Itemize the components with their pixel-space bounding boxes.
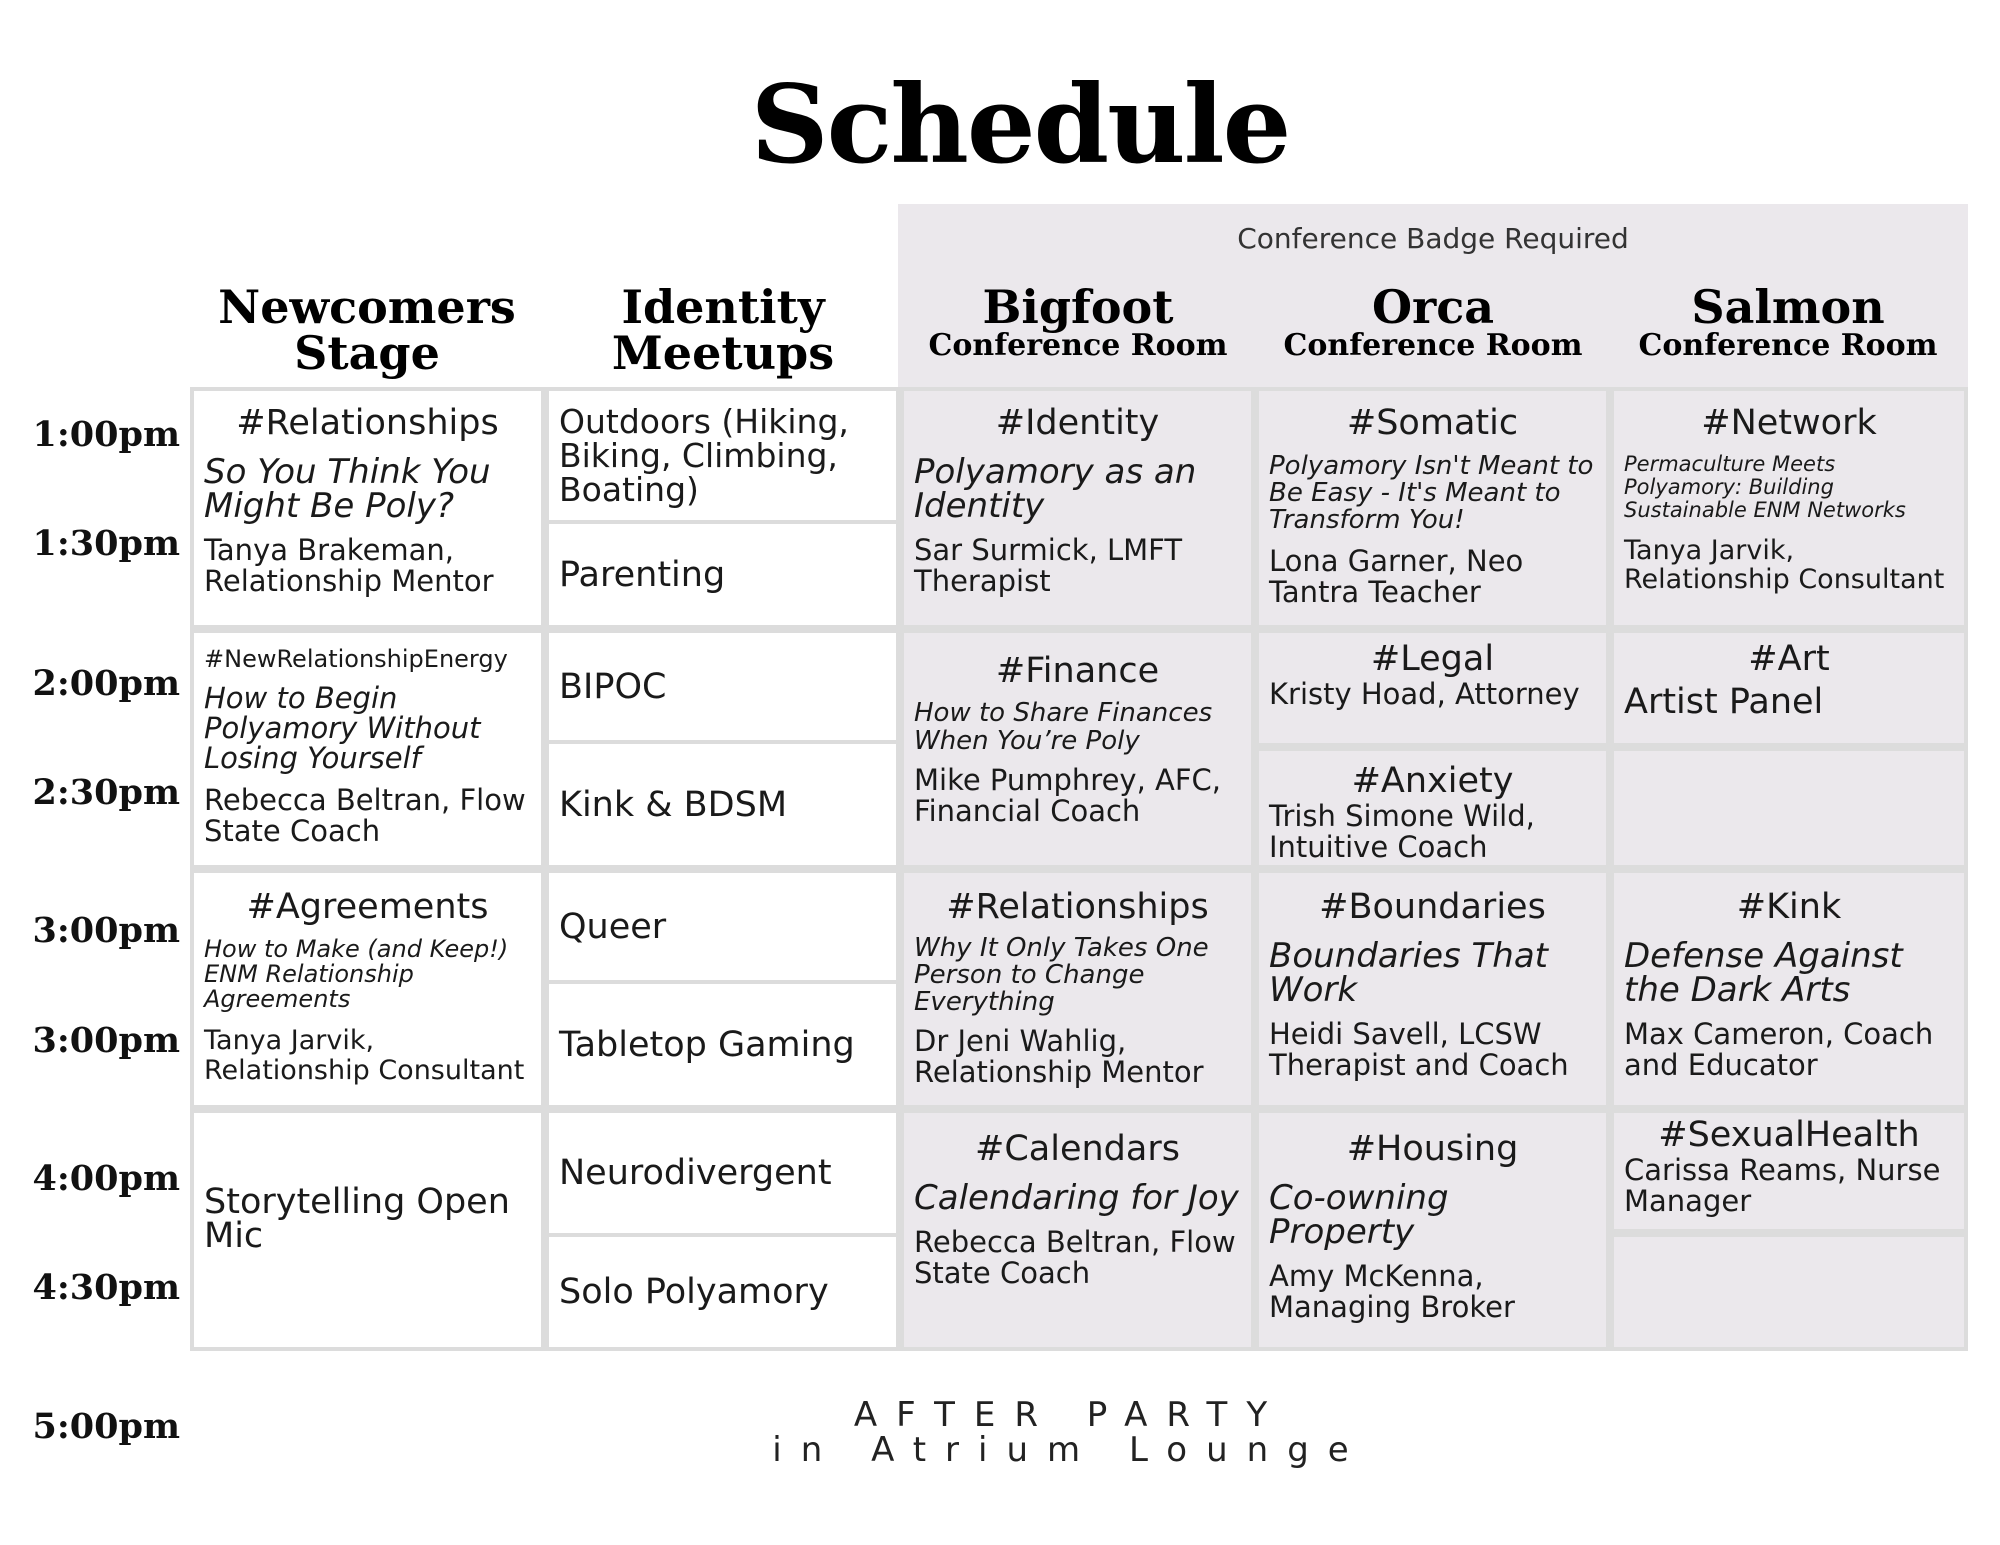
meetup-solo-polyamory[interactable] bbox=[545, 1233, 900, 1351]
session-bigfoot-2[interactable] bbox=[900, 629, 1255, 869]
meetup-queer[interactable] bbox=[545, 869, 900, 984]
session-title: Co-owning Property bbox=[1269, 1178, 1449, 1252]
session-title: How to Begin Polyamory Without Losing Yourself bbox=[204, 681, 481, 775]
session-bigfoot-1[interactable] bbox=[900, 387, 1255, 629]
session-speaker: Dr Jeni Wahlig, Relationship Mentor bbox=[914, 1024, 1204, 1089]
session-tag: #Agreements bbox=[246, 887, 489, 927]
session-tag: #NewRelationshipEnergy bbox=[204, 645, 508, 673]
meetup-label: Kink & BDSM bbox=[559, 784, 788, 825]
session-salmon-art[interactable] bbox=[1610, 629, 1968, 747]
badge-required-note: Conference Badge Required bbox=[1237, 222, 1629, 255]
meetup-label: Neurodivergent bbox=[559, 1153, 832, 1193]
session-speaker: Heidi Savell, LCSW Therapist and Coach bbox=[1269, 1017, 1569, 1082]
session-tag: #Boundaries bbox=[1319, 887, 1546, 927]
time-label: 4:30pm bbox=[32, 1267, 180, 1308]
session-title: How to Make (and Keep!) ENM Relationship Agreements bbox=[204, 935, 509, 1013]
header-orca-room: Orca Conference Room bbox=[1283, 280, 1583, 363]
session-tag: #Identity bbox=[995, 403, 1160, 443]
header-newcomers-stage: Newcomers Stage bbox=[218, 280, 516, 380]
meetup-bipoc[interactable] bbox=[545, 629, 900, 744]
meetup-label: Solo Polyamory bbox=[559, 1272, 829, 1312]
session-orca-1[interactable] bbox=[1255, 387, 1610, 629]
meetup-label: Outdoors (Hiking, Biking, Climbing, Boating) bbox=[559, 401, 849, 509]
session-speaker: Lona Garner, Neo Tantra Teacher bbox=[1269, 544, 1524, 609]
session-bigfoot-3[interactable] bbox=[900, 869, 1255, 1109]
after-party-title: AFTER PARTY bbox=[853, 1395, 1287, 1435]
session-newcomers-3[interactable] bbox=[190, 869, 545, 1109]
session-tag: #Kink bbox=[1736, 887, 1842, 927]
meetup-neurodivergent[interactable] bbox=[545, 1109, 900, 1237]
session-title: Boundaries That Work bbox=[1269, 936, 1548, 1010]
header-bigfoot-room: Bigfoot Conference Room bbox=[928, 280, 1228, 363]
meetup-parenting[interactable] bbox=[545, 520, 900, 629]
header-salmon-room: Salmon Conference Room bbox=[1638, 280, 1938, 363]
session-orca-legal[interactable] bbox=[1255, 629, 1610, 747]
session-speaker: Kristy Hoad, Attorney bbox=[1269, 677, 1580, 711]
session-newcomers-2[interactable] bbox=[190, 629, 545, 869]
session-tag: #Anxiety bbox=[1351, 761, 1514, 801]
time-label: 1:00pm bbox=[32, 414, 180, 455]
meetup-label: Parenting bbox=[559, 554, 726, 595]
meetup-tabletop-gaming[interactable] bbox=[545, 980, 900, 1109]
session-title: Calendaring for Joy bbox=[914, 1178, 1239, 1218]
session-speaker: Amy McKenna, Managing Broker bbox=[1269, 1259, 1515, 1324]
time-label: 1:30pm bbox=[32, 523, 180, 564]
session-label: Storytelling Open Mic bbox=[204, 1182, 510, 1256]
meetup-label: Queer bbox=[559, 906, 667, 947]
meetup-label: Tabletop Gaming bbox=[559, 1024, 855, 1065]
session-speaker: Trish Simone Wild, Intuitive Coach bbox=[1269, 799, 1535, 864]
time-label: 5:00pm bbox=[32, 1406, 180, 1447]
page-title: Schedule bbox=[750, 62, 1290, 188]
session-orca-anxiety[interactable] bbox=[1255, 747, 1610, 869]
session-tag: #Network bbox=[1701, 403, 1877, 443]
after-party-location: in Atrium Lounge bbox=[772, 1430, 1368, 1470]
session-label: Artist Panel bbox=[1624, 682, 1824, 722]
session-title: So You Think You Might Be Poly? bbox=[204, 452, 491, 526]
session-salmon-1[interactable] bbox=[1610, 387, 1968, 629]
session-tag: #Legal bbox=[1370, 639, 1495, 679]
session-speaker: Tanya Brakeman, Relationship Mentor bbox=[204, 533, 494, 598]
header-identity-meetups: Identity Meetups bbox=[611, 280, 835, 380]
session-speaker: Tanya Jarvik, Relationship Consultant bbox=[1624, 535, 1945, 595]
time-label: 2:00pm bbox=[32, 663, 180, 704]
session-tag: #Art bbox=[1748, 639, 1830, 679]
session-speaker: Tanya Jarvik, Relationship Consultant bbox=[204, 1025, 525, 1086]
session-tag: #Housing bbox=[1346, 1129, 1519, 1169]
session-tag: #Finance bbox=[995, 651, 1160, 691]
time-label: 3:00pm bbox=[32, 910, 180, 951]
session-tag: #Calendars bbox=[975, 1129, 1180, 1169]
empty-slot bbox=[1610, 1233, 1968, 1351]
session-speaker: Max Cameron, Coach and Educator bbox=[1624, 1017, 1934, 1082]
session-bigfoot-4[interactable] bbox=[900, 1109, 1255, 1351]
session-newcomers-1[interactable] bbox=[190, 387, 545, 629]
session-title: How to Share Finances When You’re Poly bbox=[914, 698, 1213, 756]
meetup-label: BIPOC bbox=[559, 666, 667, 707]
session-title: Permaculture Meets Polyamory: Building Sustainable ENM Networks bbox=[1624, 452, 1906, 522]
time-label: 4:00pm bbox=[32, 1158, 180, 1199]
session-speaker: Mike Pumphrey, AFC, Financial Coach bbox=[914, 763, 1222, 828]
session-salmon-3[interactable] bbox=[1610, 869, 1968, 1109]
session-newcomers-4[interactable] bbox=[190, 1109, 545, 1351]
empty-slot bbox=[1610, 747, 1968, 869]
session-title: Why It Only Takes One Person to Change Everything bbox=[914, 933, 1209, 1017]
time-label: 2:30pm bbox=[32, 772, 180, 813]
session-title: Polyamory Isn't Meant to Be Easy - It's Meant to Transform You! bbox=[1269, 451, 1594, 535]
session-speaker: Sar Surmick, LMFT Therapist bbox=[914, 533, 1183, 598]
session-tag: #SexualHealth bbox=[1658, 1115, 1920, 1155]
session-tag: #Relationships bbox=[946, 887, 1209, 927]
session-speaker: Carissa Reams, Nurse Manager bbox=[1624, 1153, 1941, 1218]
session-orca-4[interactable] bbox=[1255, 1109, 1610, 1351]
meetup-kink-bdsm[interactable] bbox=[545, 740, 900, 869]
meetup-outdoors[interactable] bbox=[545, 387, 900, 524]
session-title: Polyamory as an Identity bbox=[914, 452, 1197, 526]
session-speaker: Rebecca Beltran, Flow State Coach bbox=[204, 783, 526, 848]
session-orca-3[interactable] bbox=[1255, 869, 1610, 1109]
session-tag: #Relationships bbox=[236, 403, 499, 443]
session-tag: #Somatic bbox=[1346, 403, 1519, 443]
session-salmon-health[interactable] bbox=[1610, 1109, 1968, 1233]
session-title: Defense Against the Dark Arts bbox=[1624, 936, 1903, 1010]
session-speaker: Rebecca Beltran, Flow State Coach bbox=[914, 1225, 1236, 1290]
time-label: 3:00pm bbox=[32, 1020, 180, 1061]
